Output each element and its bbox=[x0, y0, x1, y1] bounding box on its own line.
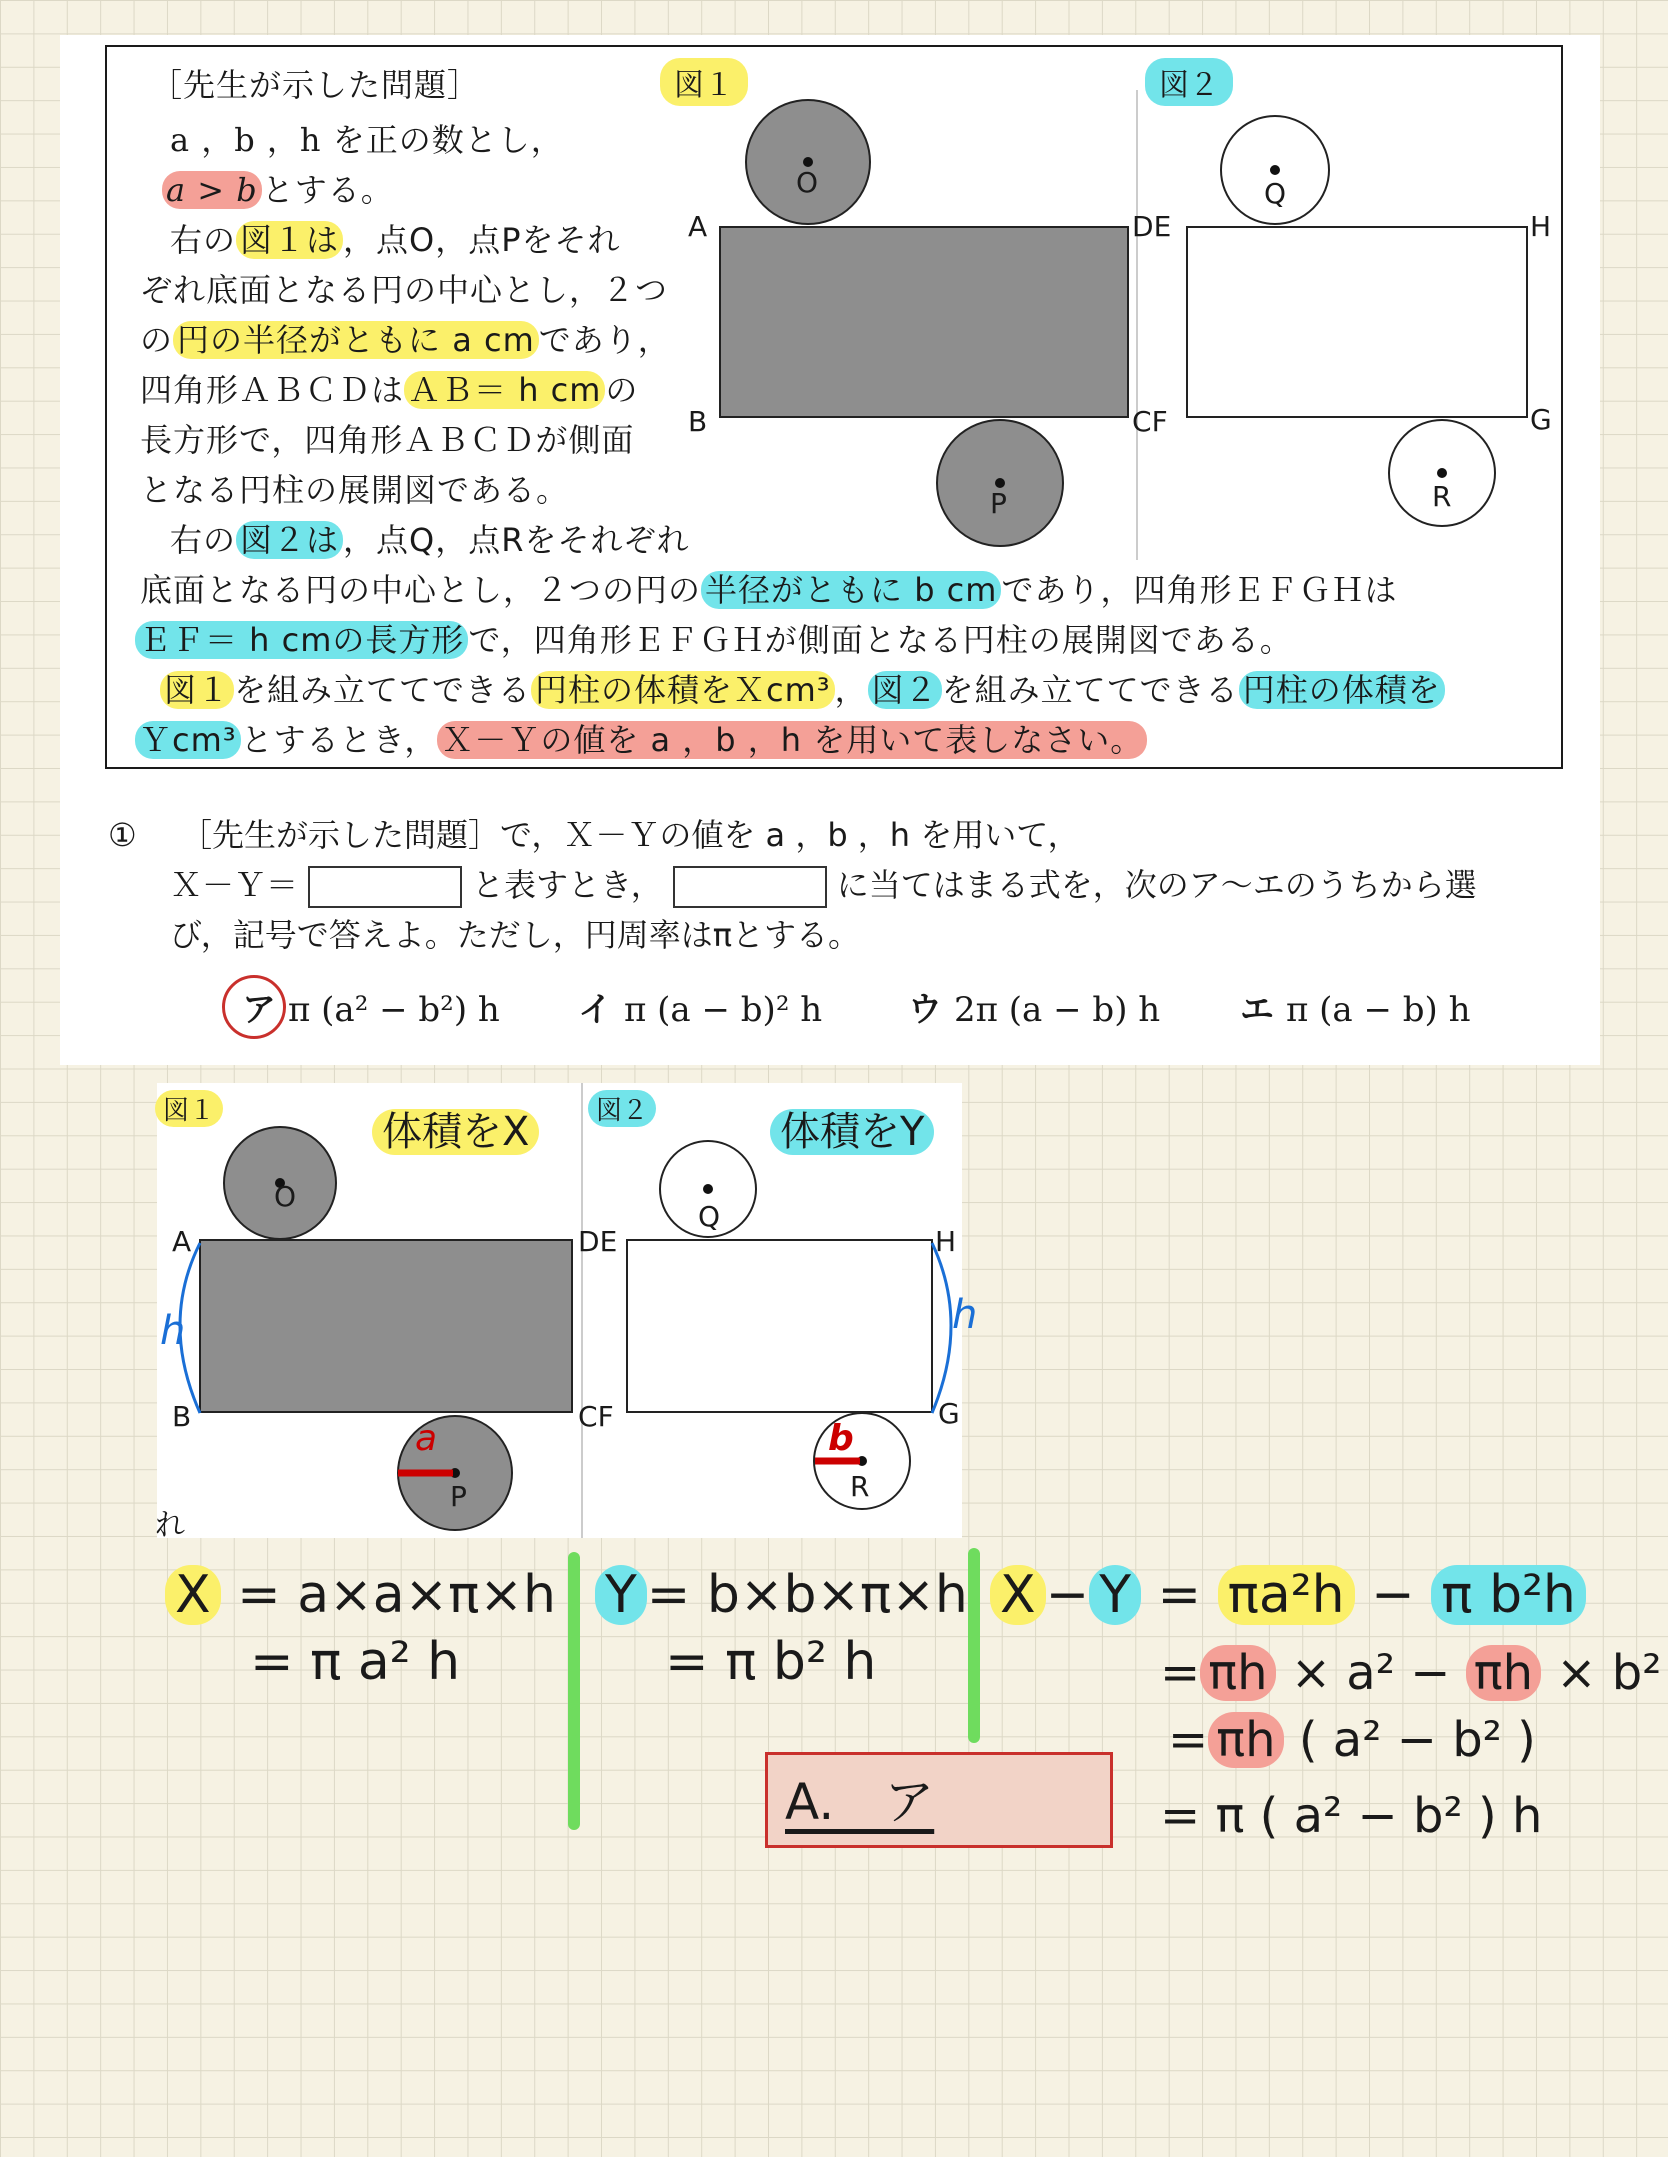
annot-label-g: G bbox=[938, 1397, 960, 1430]
xy-equation-line-2: = πh × a² − πh × b² bbox=[1160, 1645, 1662, 1701]
problem-line-1: a ，b ，h を正の数とし， bbox=[170, 121, 564, 159]
problem-line-13: Ｙcm³ とするとき， Ｘ－Ｙの値を a ，b ，h を用いて表しなさい。 bbox=[135, 715, 1147, 765]
label-de: DE bbox=[1132, 210, 1172, 243]
label-q: Q bbox=[1264, 177, 1287, 210]
volume-x-label: 体積をX bbox=[372, 1100, 539, 1157]
problem-line-3: 右の 図１は ，点O，点Pをそれ bbox=[170, 221, 621, 259]
fig2-rectangle-efgh bbox=[1187, 227, 1527, 417]
xy-equation-line-3: = πh ( a² − b² ) bbox=[1168, 1712, 1536, 1768]
x-equation-line-2: = π a² h bbox=[250, 1632, 461, 1692]
question-line-3: び，記号で答えよ。ただし，円周率はπとする。 bbox=[170, 916, 860, 954]
problem-line-10: 底面となる円の中心とし，２つの円の 半径がともに b cm であり，四角形ＥＦＧＨは bbox=[140, 571, 1398, 609]
annot-label-b: B bbox=[172, 1400, 192, 1433]
point-q bbox=[1270, 165, 1280, 175]
height-brace-right bbox=[932, 1243, 951, 1413]
xy-equation-line-4: = π ( a² − b² ) h bbox=[1160, 1788, 1543, 1844]
problem-line-7: 長方形で，四角形ＡＢＣＤが側面 bbox=[140, 421, 635, 459]
height-label-right: h bbox=[952, 1292, 978, 1338]
problem-line-9: 右の 図２は ，点Q，点Rをそれぞれ bbox=[170, 521, 690, 559]
annot-label-de: DE bbox=[578, 1225, 618, 1258]
fig1-tag: 図１ bbox=[660, 58, 748, 106]
question-line-2: Ｘ－Ｙ＝ と表すとき， に当てはまる式を，次のア～エのうちから選 bbox=[170, 860, 1477, 910]
question-number: ① bbox=[108, 816, 137, 854]
y-equation-line-1: Y = b×b×π×h bbox=[595, 1565, 968, 1625]
label-g: G bbox=[1530, 403, 1552, 436]
annot-rectangle-efgh bbox=[627, 1240, 932, 1412]
annot-label-a: A bbox=[172, 1225, 192, 1258]
problem-line-6: 四角形ＡＢＣＤは ＡＢ＝ h cm の bbox=[140, 371, 639, 409]
annot-label-cf: CF bbox=[578, 1400, 614, 1433]
label-r: R bbox=[1432, 480, 1452, 513]
label-p: P bbox=[990, 487, 1007, 520]
answer-text: A. ア bbox=[785, 1773, 935, 1831]
option-i[interactable]: イ π (a − b)² h bbox=[578, 990, 823, 1030]
label-o: O bbox=[796, 166, 819, 199]
annot-label-r: R bbox=[850, 1470, 870, 1503]
y-equation-line-2: = π b² h bbox=[665, 1632, 877, 1692]
point-r bbox=[1437, 468, 1447, 478]
annot-fig1-tag: 図１ bbox=[155, 1090, 223, 1127]
problem-line-2: a > b とする。 bbox=[162, 165, 394, 215]
option-a[interactable]: ア π (a² − b²) h bbox=[242, 990, 500, 1030]
question-line-1: ［先生が示した問題］で，Ｘ－Ｙの値を a ，b ，h を用いて， bbox=[180, 816, 1080, 854]
option-e[interactable]: エ π (a − b) h bbox=[1240, 990, 1471, 1030]
annot-rectangle-abcd bbox=[200, 1240, 572, 1412]
height-label-left: h bbox=[160, 1308, 186, 1354]
fig1-rectangle-abcd bbox=[720, 227, 1128, 417]
label-b: B bbox=[688, 405, 708, 438]
x-equation-line-1: X = a×a×π×h bbox=[165, 1565, 556, 1625]
annot-label-h: H bbox=[935, 1225, 957, 1258]
problem-line-5: の 円の半径がともに a cm であり， bbox=[140, 321, 671, 359]
annot-label-o: O bbox=[274, 1180, 297, 1213]
option-u[interactable]: ウ 2π (a − b) h bbox=[908, 990, 1161, 1030]
problem-line-4: ぞれ底面となる円の中心とし，２つ bbox=[140, 271, 669, 309]
label-h: H bbox=[1530, 210, 1552, 243]
volume-y-label: 体積をY bbox=[770, 1100, 934, 1157]
problem-title: ［先生が示した問題］ bbox=[150, 66, 481, 104]
answer-blank-2[interactable] bbox=[673, 866, 827, 908]
cut-text: れ bbox=[155, 1508, 185, 1543]
label-a: A bbox=[688, 210, 708, 243]
problem-line-12: 図１ を組み立ててできる 円柱の体積をＸcm³ ， 図２ を組み立ててできる 円柱の体積を bbox=[160, 665, 1445, 715]
xy-equation-line-1: X − Y = πa²h − π b²h bbox=[990, 1565, 1586, 1625]
divider-bar-1 bbox=[568, 1552, 580, 1830]
divider-bar-2 bbox=[968, 1548, 980, 1743]
label-cf: CF bbox=[1132, 405, 1168, 438]
annot-label-p: P bbox=[450, 1480, 467, 1513]
annot-fig2-tag: 図２ bbox=[588, 1090, 656, 1127]
problem-line-8: となる円柱の展開図である。 bbox=[140, 471, 570, 509]
fig2-tag: 図２ bbox=[1145, 58, 1233, 106]
answer-blank-1[interactable] bbox=[308, 866, 462, 908]
radius-b-label: b bbox=[828, 1418, 854, 1459]
radius-a-label: a bbox=[415, 1418, 438, 1459]
annot-label-q: Q bbox=[698, 1200, 721, 1233]
problem-line-11: ＥＦ＝ h cmの長方形 で，四角形ＥＦＧＨが側面となる円柱の展開図である。 bbox=[135, 615, 1293, 665]
